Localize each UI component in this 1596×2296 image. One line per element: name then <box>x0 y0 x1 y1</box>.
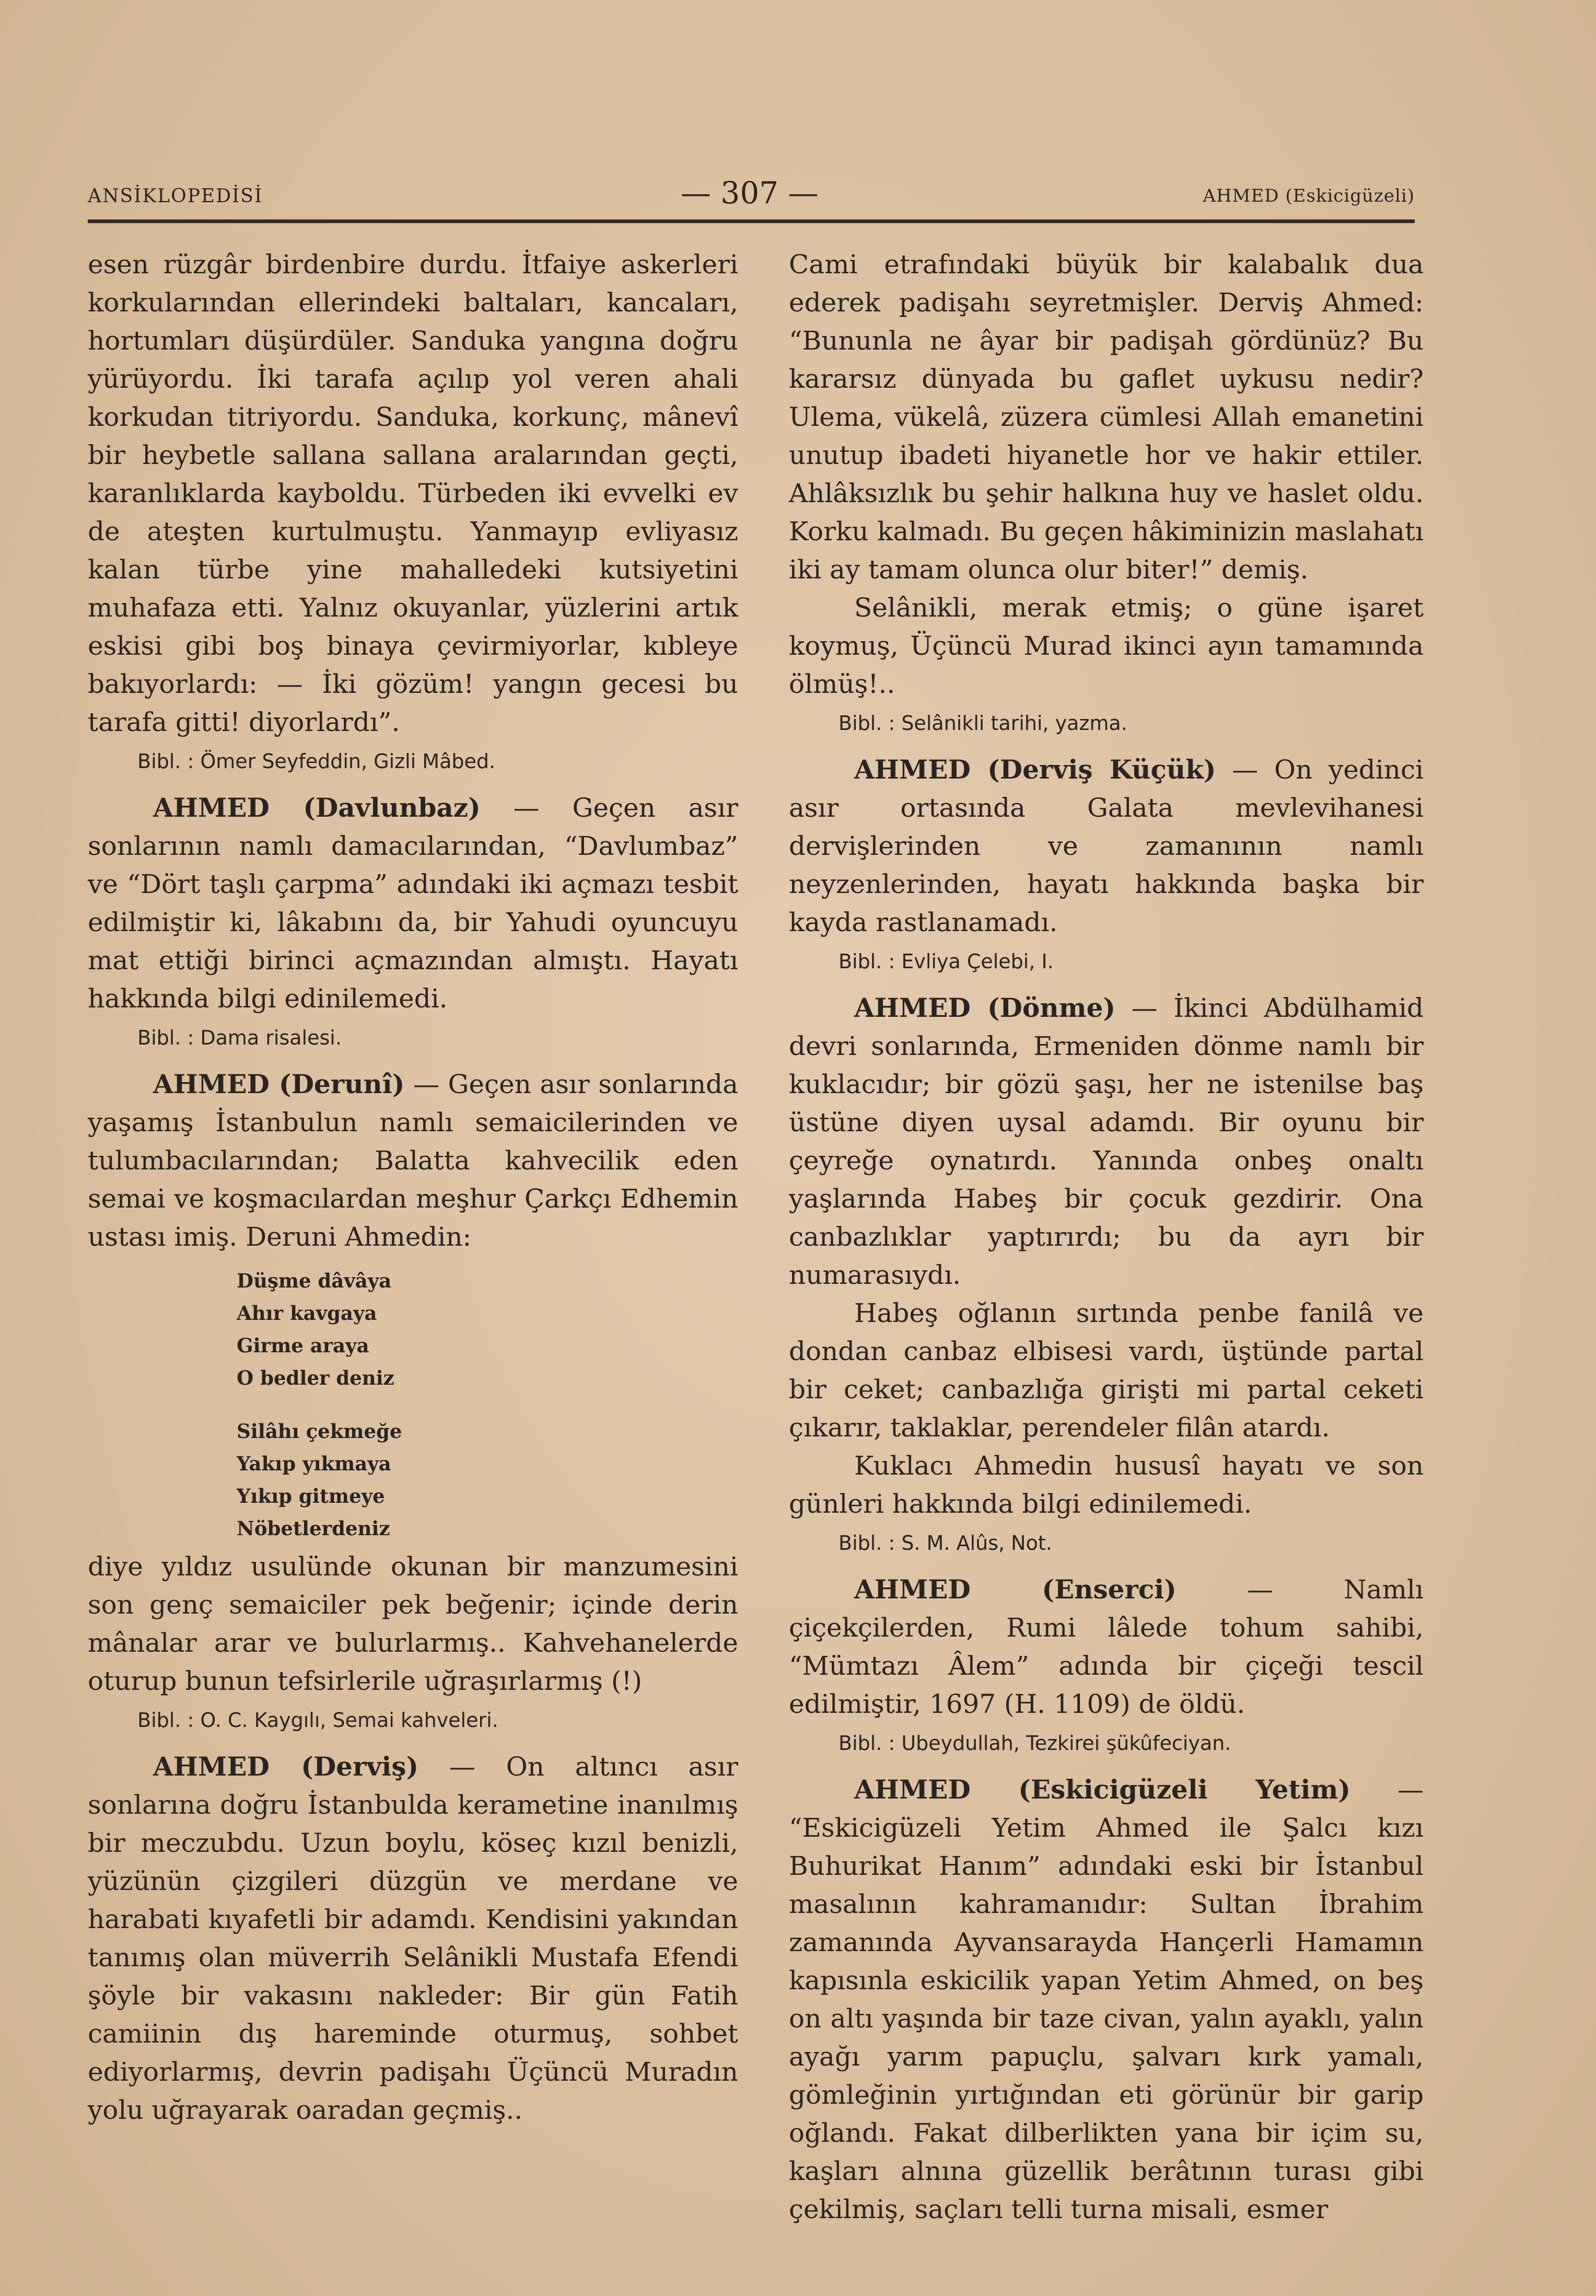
left-column <box>88 246 738 2129</box>
poem-line: Nöbetlerdeniz <box>237 1517 390 1540</box>
poem-line: Silâhı çekmeğe <box>237 1420 402 1443</box>
poem-line: Düşme dâvâya <box>237 1269 392 1292</box>
entry-deruni <box>88 1065 738 1256</box>
page-number: — 307 — <box>681 175 819 211</box>
entry-heading: AHMED (Enserci) <box>854 1574 1176 1605</box>
bibliography: Bibl. : O. C. Kaygılı, Semai kahveleri. <box>137 1709 498 1732</box>
page-header <box>88 175 1415 222</box>
entry-heading: AHMED (Eskicigüzeli Yetim) <box>854 1774 1351 1805</box>
entry-dervis <box>88 1747 738 2129</box>
entry-dervis-kucuk <box>789 750 1424 942</box>
intro-paragraph: esen rüzgâr birdenbire durdu. İtfaiye askerleri korkularından ellerindeki baltaları, kancaları, hortumları düşürdüler. Sanduka yangına doğru yürüyordu. İki tarafa açılıp yol veren ahali korkudan titriyordu. Sanduka, korkunç, mânevî bir heybetle sallana sallana aralarından geçti, karanlıklarda kayboldu. Türbeden iki evvelki ev de ateşten kurtulmuştu. Yanmayıp evliyasız kalan türbe yine mahalledeki kutsiyetini muhafaza etti. Yalnız okuyanlar, yüzlerini artık eskisi gibi boş binaya çevirmiyorlar, kıbleye bakıyorlardı: — İki gözüm! yangın gecesi bu tarafa gitti! diyorlardı”. <box>88 249 738 737</box>
entry-text: — Geçen asır sonlarında yaşamış İstanbulun namlı semaicilerinden ve tulumbacılarından; Balatta kahvecilik eden semai ve koşmacılardan meşhur Çarkçı Edhemin ustası imiş. Deruni Ahmedin: <box>88 1069 739 1252</box>
entry-text: — Geçen asır sonlarının namlı damacılarından, “Davlumbaz” ve “Dört taşlı çarpma” adındaki iki açmazı tesbit edilmiştir ki, lâkabını da, bir Yahudi oyuncuyu mat ettiği birinci açmazından almıştı. Hayatı hakkında bilgi edinilemedi. <box>88 793 738 1014</box>
header-rule <box>88 219 1415 223</box>
poem-line: O bedler deniz <box>237 1366 394 1389</box>
bibliography: Bibl. : Ubeydullah, Tezkirei şükûfeciyan. <box>838 1732 1231 1755</box>
bibliography: Bibl. : Dama risalesi. <box>137 1026 342 1049</box>
entry-heading: AHMED (Davlunbaz) <box>153 792 481 823</box>
deruni-continuation: diye yıldız usulünde okunan bir manzumesini son genç semaiciler pek beğenir; içinde derin mânalar arar ve bulurlarmış.. Kahvehanelerde oturup bunun tefsirlerile uğraşırlarmış (!) <box>88 1551 738 1696</box>
entry-text: — Namlı çiçekçilerden, Rumi lâlede tohum sahibi, “Mümtazı Âlem” adında bir çiçeği tescil edilmiştir, 1697 (H. 1109) de öldü. <box>789 1574 1424 1719</box>
bibliography: Bibl. : Selânikli tarihi, yazma. <box>838 712 1127 735</box>
bibliography: Bibl. : Ömer Seyfeddin, Gizli Mâbed. <box>137 750 496 773</box>
entry-eskicigüzeli <box>789 1770 1424 2229</box>
dervis-continuation-2: Selânikli, merak etmiş; o güne işaret koymuş, Üçüncü Murad ikinci ayın tamamında ölmüş!.. <box>789 593 1424 699</box>
entry-heading: AHMED (Derviş Küçük) <box>854 754 1216 785</box>
poem-line: Yakıp yıkmaya <box>237 1452 391 1475</box>
entry-text: — On altıncı asır sonlarına doğru İstanbulda kerametine inanılmış bir meczubdu. Uzun boylu, köseç kızıl benizli, yüzünün çizgileri düzgün ve merdane ve harabati kıyafetli bir adamdı. Kendisini yakından tanımış olan müverrih Selânikli Mustafa Efendi şöyle bir vakasını nakleder: Bir gün Fatih camiinin dış hareminde oturmuş, sohbet ediyorlarmış, devrin padişahı Üçüncü Muradın yolu uğrayarak oaradan geçmiş.. <box>88 1752 738 2125</box>
entry-heading: AHMED (Derunî) <box>153 1069 405 1099</box>
poem-line: Girme araya <box>237 1334 369 1357</box>
dervis-continuation: Cami etrafındaki büyük bir kalabalık dua ederek padişahı seyretmişler. Derviş Ahmed: “Bununla ne âyar bir padişah gördünüz? Bu kararsız dünyada bu gaflet uykusu nedir? Ulema, vükelâ, züzera cümlesi Allah emanetini unutup ibadeti hiyanetle hor ve hakir ettiler. Ahlâksızlık bu şehir halkına huy ve haslet oldu. Korku kalmadı. Bu geçen hâkiminizin maslahatı iki ay tamam olunca olur biter!” demiş. <box>789 249 1424 585</box>
bibliography: Bibl. : S. M. Alûs, Not. <box>838 1532 1052 1555</box>
entry-donme <box>789 989 1424 1294</box>
poem-line: Yıkıp gitmeye <box>237 1485 385 1508</box>
entry-text: — İkinci Abdülhamid devri sonlarında, Ermeniden dönme namlı bir kuklacıdır; bir gözü şaşı, her ne istenilse baş üstüne diyen uysal adamdı. Bir oyunu bir çeyreğe oynatırdı. Yanında onbeş onaltı yaşlarında Habeş bir çocuk gezdirir. Ona canbazlıklar yaptırırdı; bu da ayrı bir numarasıydı. <box>789 993 1424 1290</box>
poem <box>237 1265 738 1545</box>
header-right: AHMED (Eskicigüzeli) <box>1203 185 1415 206</box>
entry-enserci <box>789 1570 1424 1723</box>
entry-heading: AHMED (Derviş) <box>153 1751 419 1782</box>
entry-heading: AHMED (Dönme) <box>854 992 1116 1023</box>
right-column <box>789 246 1424 2229</box>
donme-paragraph-3: Kuklacı Ahmedin hususî hayatı ve son günleri hakkında bilgi edinilemedi. <box>789 1451 1424 1519</box>
entry-text: — “Eskicigüzeli Yetim Ahmed ile Şalcı kızı Buhurikat Hanım” adındaki eski bir İstanbul masalının kahramanıdır: Sultan İbrahim zamanında Ayvansarayda Hançerli Hamamın kapısınla eskicilik yapan Yetim Ahmed, on beş on altı yaşında bir taze civan, yalın ayaklı, yalın ayağı yarım papuçlu, şalvarı kırk yamalı, gömleğinin yırtığından eti görünür bir garip oğlandı. Fakat dilberlikten yana bir içim su, kaşları alnına güzellik berâtının turası gibi çekilmiş, saçları telli turna misali, esmer <box>789 1775 1424 2224</box>
donme-paragraph-2: Habeş oğlanın sırtında penbe fanilâ ve dondan canbaz elbisesi vardı, üştünde partal bir ceket; canbazlığa girişti mi partal ceketi çıkarır, taklaklar, perendeler filân atardı. <box>789 1298 1424 1443</box>
entry-text: — On yedinci asır ortasında Galata mevlevihanesi dervişlerinden ve zamanının namlı neyzenlerinden, hayatı hakkında başka bir kayda rastlanamadı. <box>789 755 1424 937</box>
poem-line: Ahır kavgaya <box>237 1302 377 1325</box>
bibliography: Bibl. : Evliya Çelebi, I. <box>838 950 1054 973</box>
header-left: ANSİKLOPEDİSİ <box>88 185 263 207</box>
entry-davlunbaz <box>88 788 738 1018</box>
